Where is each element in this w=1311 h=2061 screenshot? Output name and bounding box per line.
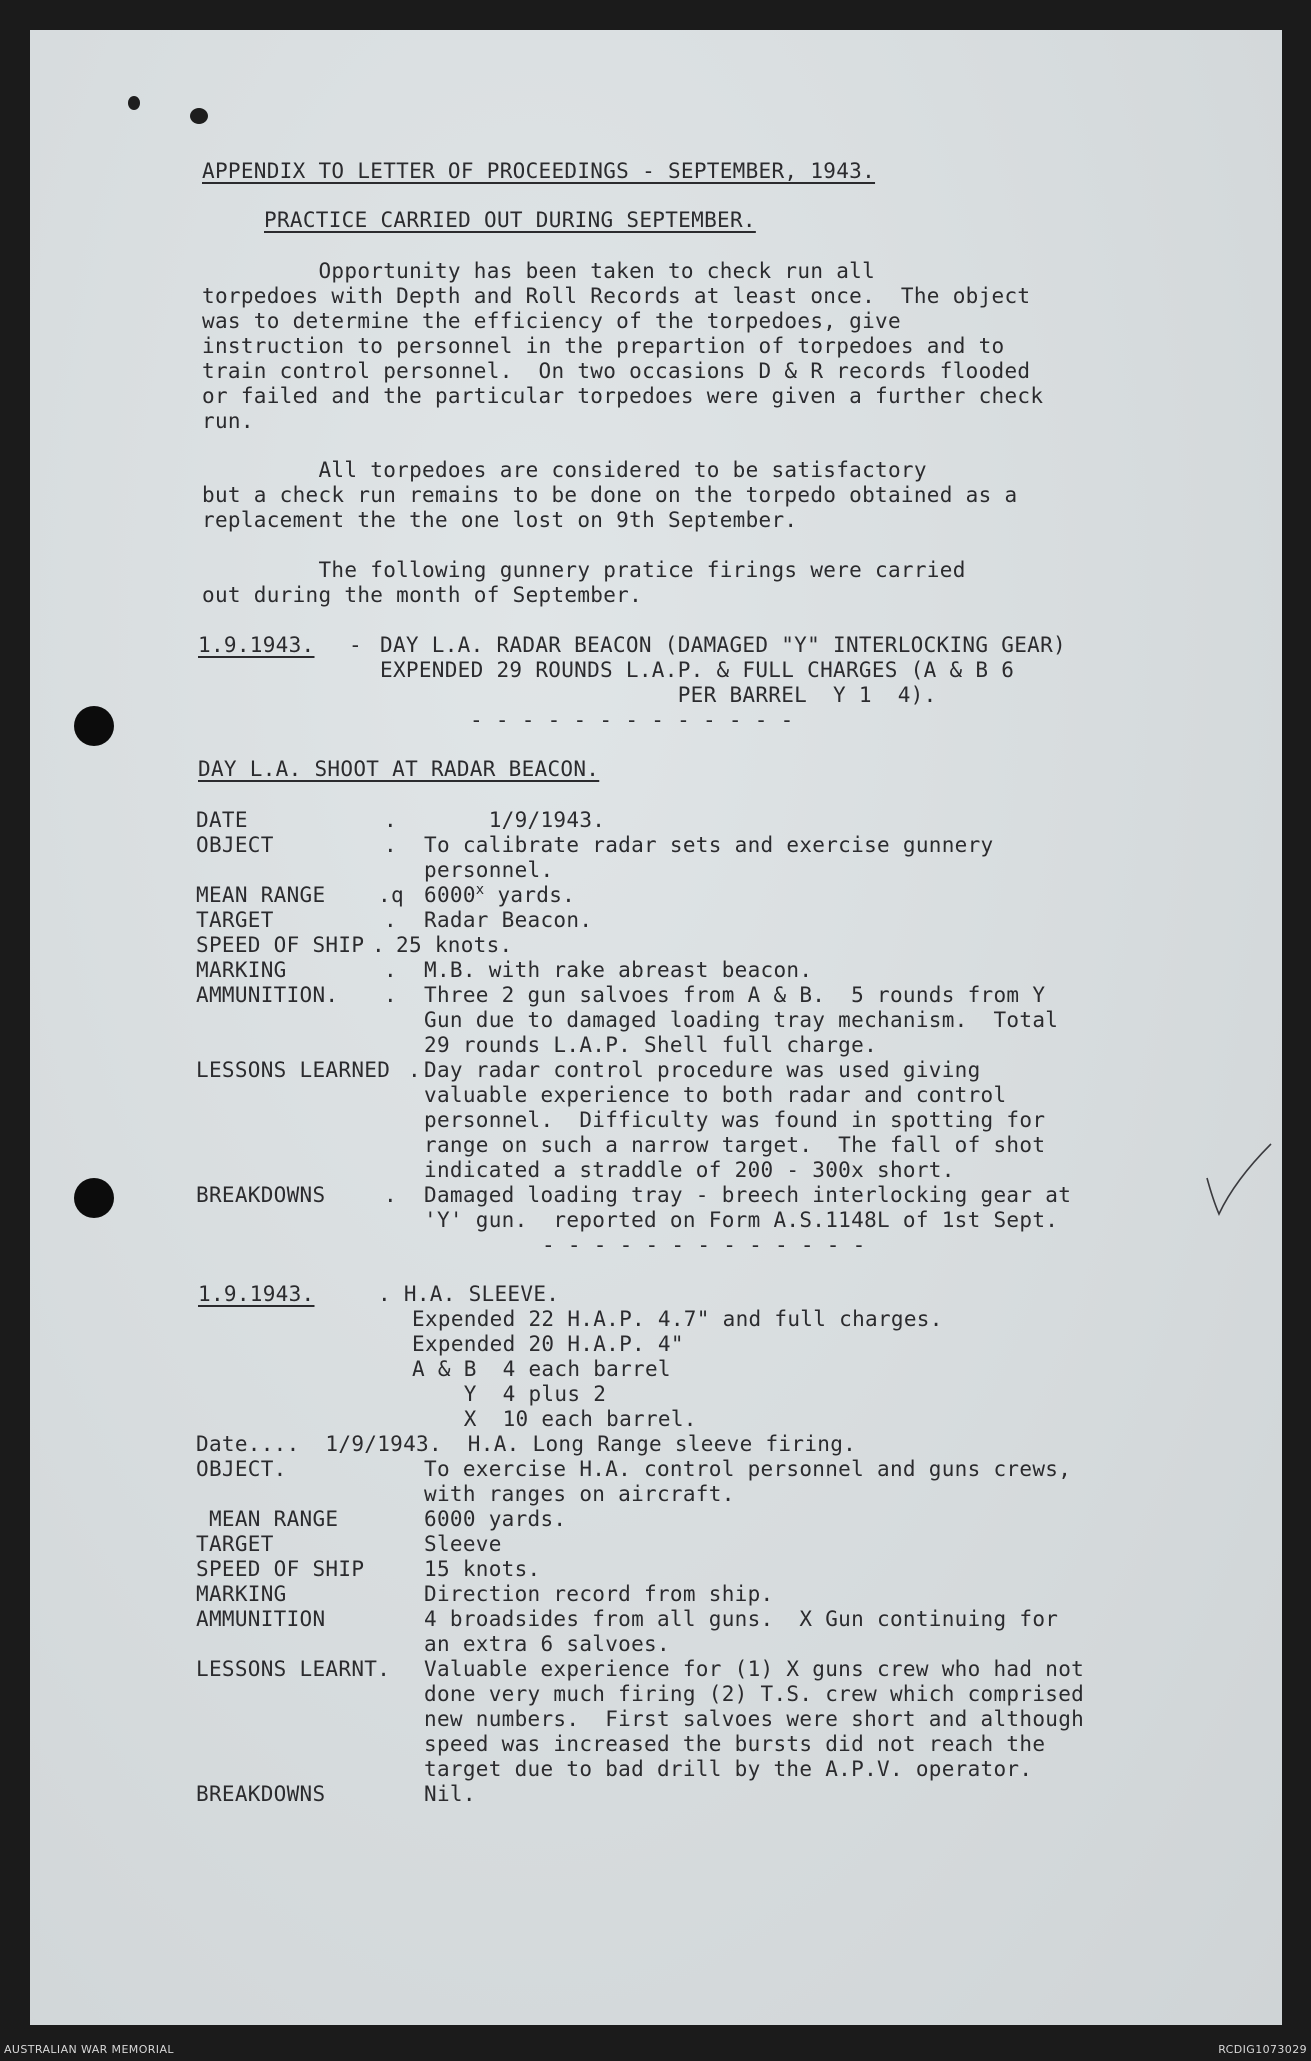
- text-line: out during the month of September.: [202, 583, 643, 607]
- text-line: The following gunnery pratice firings were carried: [202, 558, 966, 582]
- entry-line: Expended 22 H.A.P. 4.7" and full charges.: [412, 1307, 943, 1331]
- section-heading: DAY L.A. SHOOT AT RADAR BEACON.: [198, 757, 600, 781]
- field-sep: .: [384, 983, 397, 1007]
- field-value: Three 2 gun salvoes from A & B. 5 rounds from Y: [424, 983, 1046, 1007]
- field-label: LESSONS LEARNED: [196, 1058, 391, 1082]
- field-value: personnel.: [424, 858, 554, 882]
- field-value: new numbers. First salvoes were short and although: [424, 1707, 1085, 1731]
- superscript-x: x: [475, 882, 485, 898]
- field-value: indicated a straddle of 200 - 300x short.: [424, 1158, 955, 1182]
- entry-line: EXPENDED 29 ROUNDS L.A.P. & FULL CHARGES (A & B 6: [380, 658, 1015, 682]
- text-line: torpedoes with Depth and Roll Records at least once. The object: [202, 284, 1031, 308]
- entry-dash: -: [336, 633, 375, 657]
- field-value: range on such a narrow target. The fall of shot: [424, 1133, 1046, 1157]
- field-value: [424, 883, 575, 908]
- field-label: OBJECT: [196, 833, 274, 857]
- date-row: Date.... 1/9/1943. H.A. Long Range sleeve firing.: [196, 1432, 857, 1456]
- field-sep: .q: [378, 883, 404, 907]
- entry-line: Y 4 plus 2: [412, 1382, 607, 1406]
- field-label: LESSONS LEARNT.: [196, 1657, 391, 1681]
- field-label: TARGET: [196, 908, 274, 932]
- document-subtitle: PRACTICE CARRIED OUT DURING SEPTEMBER.: [264, 208, 756, 232]
- field-value: To calibrate radar sets and exercise gunnery: [424, 833, 994, 857]
- field-label: SPEED OF SHIP: [196, 933, 365, 957]
- field-value: 25 knots.: [396, 933, 513, 957]
- field-value: an extra 6 salvoes.: [424, 1632, 670, 1656]
- field-value: Sleeve: [424, 1532, 502, 1556]
- value-part: 6000: [424, 883, 476, 907]
- separator-line: - - - - - - - - - - - - -: [542, 1233, 866, 1257]
- field-label: MARKING: [196, 958, 287, 982]
- field-label: TARGET: [196, 1532, 274, 1556]
- entry-date: 1.9.1943.: [198, 1282, 315, 1306]
- ink-smudge: [128, 96, 140, 110]
- punch-hole: [74, 1178, 114, 1218]
- field-value: speed was increased the bursts did not reach the: [424, 1732, 1046, 1756]
- field-label: AMMUNITION: [196, 1607, 326, 1631]
- field-value: Valuable experience for (1) X guns crew who had not: [424, 1657, 1085, 1681]
- field-label: OBJECT.: [196, 1457, 287, 1481]
- field-sep: .: [384, 958, 397, 982]
- text-line: Opportunity has been taken to check run all: [202, 259, 876, 283]
- entry-date: 1.9.1943.: [198, 633, 315, 657]
- field-label: BREAKDOWNS: [196, 1782, 326, 1806]
- entry-line: X 10 each barrel.: [412, 1407, 697, 1431]
- field-label: AMMUNITION.: [196, 983, 339, 1007]
- entry-line: Expended 20 H.A.P. 4": [412, 1332, 684, 1356]
- field-sep: .: [384, 908, 397, 932]
- field-value: 6000 yards.: [424, 1507, 567, 1531]
- field-value: 'Y' gun. reported on Form A.S.1148L of 1st Sept.: [424, 1208, 1059, 1232]
- text-line: train control personnel. On two occasions D & R records flooded: [202, 359, 1031, 383]
- separator-line: - - - - - - - - - - - - -: [470, 708, 794, 732]
- footer-record-id: RCDIG1073029: [1218, 2043, 1307, 2056]
- text-line: All torpedoes are considered to be satisfactory: [202, 458, 927, 482]
- field-value: 29 rounds L.A.P. Shell full charge.: [424, 1033, 878, 1057]
- field-value: To exercise H.A. control personnel and guns crews,: [424, 1457, 1072, 1481]
- field-sep: .: [408, 1058, 421, 1082]
- entry-line: PER BARREL Y 1 4).: [380, 683, 937, 707]
- ink-smudge: [190, 108, 208, 124]
- field-value: Damaged loading tray - breech interlocking gear at: [424, 1183, 1072, 1207]
- field-value: Direction record from ship.: [424, 1582, 774, 1606]
- field-value: Gun due to damaged loading tray mechanism. Total: [424, 1008, 1059, 1032]
- text-line: but a check run remains to be done on the torpedo obtained as a: [202, 483, 1018, 507]
- field-value: personnel. Difficulty was found in spotting for: [424, 1108, 1046, 1132]
- entry-title: . H.A. SLEEVE.: [378, 1282, 560, 1306]
- field-sep: .: [372, 933, 385, 957]
- field-sep: .: [384, 808, 397, 832]
- pen-tick-mark: [1205, 1140, 1275, 1220]
- field-value: 1/9/1943.: [424, 808, 606, 832]
- text-line: or failed and the particular torpedoes were given a further check: [202, 384, 1044, 408]
- field-label: MEAN RANGE: [196, 1507, 339, 1531]
- field-value: 15 knots.: [424, 1557, 541, 1581]
- field-value: Day radar control procedure was used giving: [424, 1058, 981, 1082]
- field-sep: .: [384, 1183, 397, 1207]
- punch-hole: [74, 706, 114, 746]
- field-label: BREAKDOWNS: [196, 1183, 326, 1207]
- field-sep: .: [384, 833, 397, 857]
- field-value: Radar Beacon.: [424, 908, 593, 932]
- document-title: APPENDIX TO LETTER OF PROCEEDINGS - SEPTEMBER, 1943.: [202, 159, 876, 183]
- text-line: instruction to personnel in the prepartion of torpedoes and to: [202, 334, 1005, 358]
- value-part: yards.: [484, 883, 576, 907]
- field-value: Nil.: [424, 1782, 476, 1806]
- field-value: 4 broadsides from all guns. X Gun continuing for: [424, 1607, 1059, 1631]
- field-label: SPEED OF SHIP: [196, 1557, 365, 1581]
- field-value: done very much firing (2) T.S. crew which comprised: [424, 1682, 1085, 1706]
- field-label: MEAN RANGE: [196, 883, 326, 907]
- text-line: was to determine the efficiency of the torpedoes, give: [202, 309, 901, 333]
- footer-archive-name: AUSTRALIAN WAR MEMORIAL: [4, 2043, 174, 2056]
- entry-line: A & B 4 each barrel: [412, 1357, 671, 1381]
- field-value: with ranges on aircraft.: [424, 1482, 735, 1506]
- field-label: DATE: [196, 808, 248, 832]
- field-value: valuable experience to both radar and control: [424, 1083, 1007, 1107]
- field-value: target due to bad drill by the A.P.V. operator.: [424, 1757, 1033, 1781]
- field-label: MARKING: [196, 1582, 287, 1606]
- text-line: run.: [202, 409, 254, 433]
- field-value: M.B. with rake abreast beacon.: [424, 958, 813, 982]
- text-line: replacement the the one lost on 9th September.: [202, 508, 798, 532]
- entry-line: DAY L.A. RADAR BEACON (DAMAGED "Y" INTERLOCKING GEAR): [380, 633, 1066, 657]
